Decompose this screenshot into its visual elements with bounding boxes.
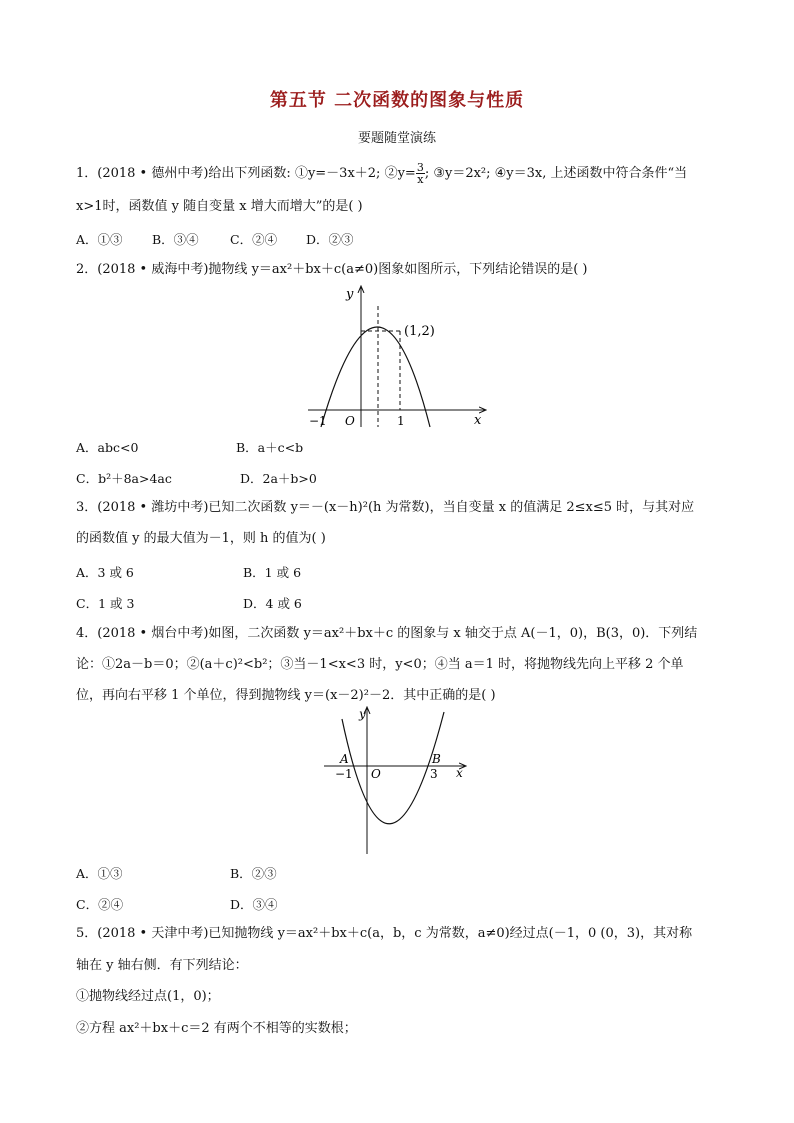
q2-parabola-graph bbox=[300, 282, 500, 432]
q3-line1: 3．(2018 • 潍坊中考)已知二次函数 y＝－(x－h)²(h 为常数)，当自变量 x 的值满足 2≤x≤5 时，与其对应 bbox=[76, 500, 695, 515]
q1-line1 bbox=[76, 162, 687, 185]
q4-parabola-curve bbox=[342, 712, 444, 824]
q4-y-label: y bbox=[359, 707, 366, 721]
q5-line3: ①抛物线经过点(1，0)； bbox=[76, 989, 220, 1004]
q2-option-a[interactable]: A．abc<0 bbox=[76, 440, 139, 455]
q2-origin-label: O bbox=[345, 414, 355, 428]
q3-option-a[interactable]: A．3 或 6 bbox=[76, 565, 134, 580]
q1-option-c[interactable]: C．②④ bbox=[230, 232, 278, 247]
q4-origin-label: O bbox=[371, 767, 381, 781]
q1-option-a[interactable]: A．①③ bbox=[76, 232, 123, 247]
q2-x-label: x bbox=[474, 413, 482, 428]
q3-option-c[interactable]: C．1 或 3 bbox=[76, 596, 135, 611]
q1-line1-post: ; ③y＝2x²; ④y＝3x, 上述函数中符合条件“当 bbox=[424, 166, 688, 181]
q4-option-b[interactable]: B．②③ bbox=[230, 866, 277, 881]
q4-option-a[interactable]: A．①③ bbox=[76, 866, 123, 881]
q2-tick-1: 1 bbox=[397, 414, 405, 428]
q2-point-label: (1,2) bbox=[404, 324, 435, 339]
q3-line2: 的函数值 y 的最大值为－1，则 h 的值为( ) bbox=[76, 531, 326, 546]
page-title: 第五节 二次函数的图象与性质 bbox=[269, 90, 525, 111]
q4-tick-3: 3 bbox=[430, 767, 438, 781]
q2-option-c[interactable]: C．b²＋8a>4ac bbox=[76, 471, 172, 486]
q1-fraction bbox=[416, 162, 425, 185]
q4-point-a-label: A bbox=[340, 752, 349, 766]
q1-option-b[interactable]: B．③④ bbox=[152, 232, 199, 247]
q4-option-d[interactable]: D．③④ bbox=[230, 897, 278, 912]
q4-line2: 论：①2a－b＝0；②(a＋c)²<b²；③当－1<x<3 时，y<0；④当 a＝1 时，将抛物线先向上平移 2 个单 bbox=[76, 657, 684, 672]
q4-point-b-label: B bbox=[432, 752, 441, 766]
q3-option-b[interactable]: B．1 或 6 bbox=[243, 565, 302, 580]
q4-line1: 4．(2018 • 烟台中考)如图，二次函数 y＝ax²＋bx＋c 的图象与 x 轴交于点 A(－1，0)，B(3，0)．下列结 bbox=[76, 626, 698, 641]
q2-tick-neg1: −1 bbox=[309, 414, 327, 428]
q4-x-label: x bbox=[456, 766, 463, 780]
q5-line2: 轴在 y 轴右侧．有下列结论： bbox=[76, 958, 248, 973]
q2-option-d[interactable]: D．2a＋b>0 bbox=[240, 471, 317, 486]
q2-option-b[interactable]: B．a＋c<b bbox=[236, 440, 304, 455]
q3-option-d[interactable]: D．4 或 6 bbox=[243, 596, 302, 611]
q2-y-label: y bbox=[346, 287, 354, 302]
q2-line1: 2．(2018 • 威海中考)抛物线 y＝ax²＋bx＋c(a≠0)图象如图所示，下列结论错误的是( ) bbox=[76, 262, 588, 277]
q4-option-c[interactable]: C．②④ bbox=[76, 897, 124, 912]
q5-line4: ②方程 ax²＋bx＋c＝2 有两个不相等的实数根； bbox=[76, 1021, 357, 1036]
section-subtitle: 要题随堂演练 bbox=[357, 131, 436, 146]
q4-parabola-graph bbox=[322, 704, 472, 856]
q1-line1-pre: 1．(2018 • 德州中考)给出下列函数: ①y=－3x＋2; ②y= bbox=[76, 166, 416, 181]
q1-option-d[interactable]: D．②③ bbox=[306, 232, 354, 247]
q4-line3: 位，再向右平移 1 个单位，得到抛物线 y＝(x－2)²－2．其中正确的是( ) bbox=[76, 688, 496, 703]
q1-line2: x>1时，函数值 y 随自变量 x 增大而增大”的是( ) bbox=[76, 199, 363, 214]
q5-line1: 5．(2018 • 天津中考)已知抛物线 y＝ax²＋bx＋c(a，b，c 为常数，a≠0)经过点(－1，0 (0，3)，其对称 bbox=[76, 926, 693, 941]
q2-parabola-curve bbox=[321, 327, 430, 427]
q1-frac-num: 3 bbox=[416, 161, 424, 174]
q1-frac-den: x bbox=[417, 173, 424, 186]
q4-tick-neg1: −1 bbox=[335, 767, 353, 781]
